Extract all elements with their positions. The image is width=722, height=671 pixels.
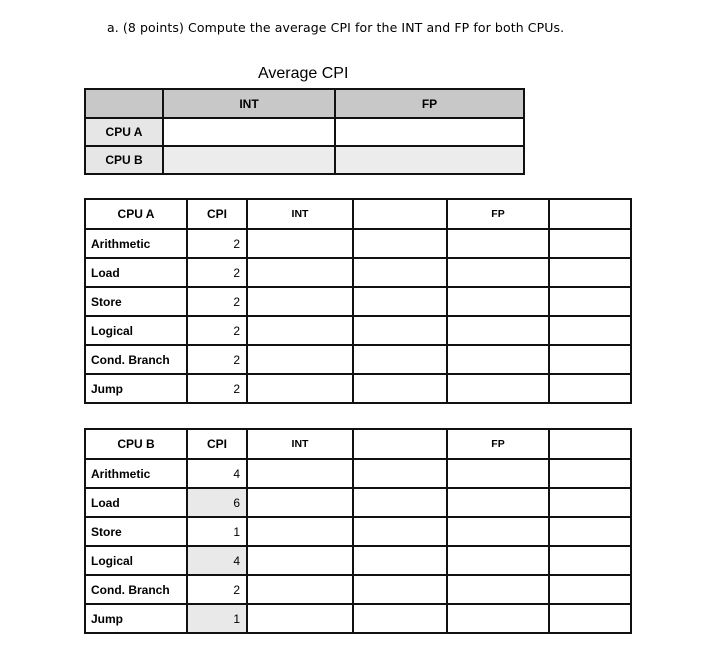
table-row <box>85 488 631 517</box>
cpu-a-header-fp: FP <box>447 199 549 229</box>
avg-header-int: INT <box>163 89 335 118</box>
cpu-b-fp-extra-cell[interactable] <box>549 604 631 633</box>
cpu-a-header-cpi: CPI <box>187 199 247 229</box>
cpu-a-int-cell[interactable] <box>247 374 353 403</box>
cpu-b-table <box>84 428 632 634</box>
cpu-a-fp-extra-cell[interactable] <box>549 345 631 374</box>
avg-cpu-a-int-cell[interactable] <box>163 118 335 146</box>
table-row <box>85 229 631 258</box>
cpu-b-fp-cell[interactable] <box>447 488 549 517</box>
cpu-a-row-label: Arithmetic <box>85 229 187 258</box>
cpu-a-row-cpi: 2 <box>187 345 247 374</box>
cpu-b-header-blank-1 <box>353 429 447 459</box>
table-row <box>85 374 631 403</box>
cpu-a-int-cell[interactable] <box>247 345 353 374</box>
cpu-b-row-cpi: 4 <box>187 459 247 488</box>
cpu-b-int-extra-cell[interactable] <box>353 546 447 575</box>
cpu-a-fp-cell[interactable] <box>447 258 549 287</box>
avg-header-blank <box>85 89 163 118</box>
cpu-b-fp-extra-cell[interactable] <box>549 517 631 546</box>
cpu-a-row-label: Jump <box>85 374 187 403</box>
cpu-a-row-cpi: 2 <box>187 258 247 287</box>
cpu-b-fp-cell[interactable] <box>447 575 549 604</box>
cpu-b-int-extra-cell[interactable] <box>353 517 447 546</box>
cpu-b-int-cell[interactable] <box>247 517 353 546</box>
cpu-b-int-extra-cell[interactable] <box>353 604 447 633</box>
cpu-b-int-extra-cell[interactable] <box>353 488 447 517</box>
cpu-a-header-int: INT <box>247 199 353 229</box>
cpu-b-row-label: Cond. Branch <box>85 575 187 604</box>
cpu-b-header-blank-2 <box>549 429 631 459</box>
cpu-b-row-cpi: 2 <box>187 575 247 604</box>
cpu-b-row-label: Logical <box>85 546 187 575</box>
cpu-b-int-cell[interactable] <box>247 546 353 575</box>
cpu-a-row-cpi: 2 <box>187 229 247 258</box>
cpu-b-fp-extra-cell[interactable] <box>549 459 631 488</box>
cpu-a-fp-cell[interactable] <box>447 316 549 345</box>
cpu-a-table <box>84 198 632 404</box>
cpu-a-int-cell[interactable] <box>247 316 353 345</box>
table-row <box>85 345 631 374</box>
table-row <box>85 517 631 546</box>
cpu-a-fp-extra-cell[interactable] <box>549 258 631 287</box>
cpu-a-fp-cell[interactable] <box>447 374 549 403</box>
cpu-a-fp-cell[interactable] <box>447 229 549 258</box>
cpu-a-header-blank-1 <box>353 199 447 229</box>
cpu-b-int-extra-cell[interactable] <box>353 459 447 488</box>
cpu-b-fp-cell[interactable] <box>447 517 549 546</box>
cpu-b-int-cell[interactable] <box>247 459 353 488</box>
cpu-a-row-label: Logical <box>85 316 187 345</box>
cpu-a-int-extra-cell[interactable] <box>353 345 447 374</box>
cpu-b-row-label: Store <box>85 517 187 546</box>
cpu-a-int-extra-cell[interactable] <box>353 229 447 258</box>
cpu-b-row-cpi: 1 <box>187 517 247 546</box>
cpu-a-fp-extra-cell[interactable] <box>549 374 631 403</box>
table-row <box>85 546 631 575</box>
average-cpi-table <box>84 88 525 175</box>
cpu-a-int-extra-cell[interactable] <box>353 374 447 403</box>
cpu-a-int-cell[interactable] <box>247 287 353 316</box>
cpu-b-int-cell[interactable] <box>247 604 353 633</box>
average-cpi-caption: Average CPI <box>258 65 349 82</box>
cpu-b-header-int: INT <box>247 429 353 459</box>
cpu-b-fp-cell[interactable] <box>447 604 549 633</box>
cpu-b-fp-extra-cell[interactable] <box>549 488 631 517</box>
cpu-a-int-extra-cell[interactable] <box>353 316 447 345</box>
avg-cpu-b-fp-cell[interactable] <box>335 146 524 174</box>
cpu-a-row-label: Load <box>85 258 187 287</box>
cpu-b-row-cpi: 4 <box>187 546 247 575</box>
cpu-b-fp-extra-cell[interactable] <box>549 575 631 604</box>
cpu-b-int-extra-cell[interactable] <box>353 575 447 604</box>
cpu-b-row-cpi: 1 <box>187 604 247 633</box>
cpu-a-int-extra-cell[interactable] <box>353 287 447 316</box>
cpu-a-fp-cell[interactable] <box>447 287 549 316</box>
table-row <box>85 258 631 287</box>
cpu-a-int-extra-cell[interactable] <box>353 258 447 287</box>
cpu-a-fp-extra-cell[interactable] <box>549 229 631 258</box>
cpu-b-row-label: Jump <box>85 604 187 633</box>
avg-row-cpu-a-label: CPU A <box>85 118 163 146</box>
avg-cpu-a-fp-cell[interactable] <box>335 118 524 146</box>
avg-header-fp: FP <box>335 89 524 118</box>
cpu-b-int-cell[interactable] <box>247 575 353 604</box>
cpu-b-fp-cell[interactable] <box>447 459 549 488</box>
cpu-b-row-cpi: 6 <box>187 488 247 517</box>
avg-row-cpu-b-label: CPU B <box>85 146 163 174</box>
cpu-b-header-fp: FP <box>447 429 549 459</box>
cpu-a-row-cpi: 2 <box>187 374 247 403</box>
table-row <box>85 459 631 488</box>
cpu-a-int-cell[interactable] <box>247 258 353 287</box>
table-row <box>85 604 631 633</box>
cpu-b-row-label: Load <box>85 488 187 517</box>
table-row <box>85 287 631 316</box>
cpu-b-header-cpi: CPI <box>187 429 247 459</box>
cpu-a-header-blank-2 <box>549 199 631 229</box>
cpu-a-row-cpi: 2 <box>187 287 247 316</box>
table-row <box>85 575 631 604</box>
cpu-b-fp-cell[interactable] <box>447 546 549 575</box>
cpu-a-row-cpi: 2 <box>187 316 247 345</box>
cpu-b-fp-extra-cell[interactable] <box>549 546 631 575</box>
cpu-a-row-label: Store <box>85 287 187 316</box>
cpu-b-row-label: Arithmetic <box>85 459 187 488</box>
cpu-b-int-cell[interactable] <box>247 488 353 517</box>
cpu-a-row-label: Cond. Branch <box>85 345 187 374</box>
cpu-a-fp-extra-cell[interactable] <box>549 287 631 316</box>
table-row <box>85 316 631 345</box>
cpu-a-int-cell[interactable] <box>247 229 353 258</box>
cpu-a-header-name: CPU A <box>85 199 187 229</box>
avg-cpu-b-int-cell[interactable] <box>163 146 335 174</box>
cpu-a-fp-extra-cell[interactable] <box>549 316 631 345</box>
cpu-b-header-name: CPU B <box>85 429 187 459</box>
cpu-a-fp-cell[interactable] <box>447 345 549 374</box>
question-text: a. (8 points) Compute the average CPI for the INT and FP for both CPUs. <box>107 20 565 35</box>
